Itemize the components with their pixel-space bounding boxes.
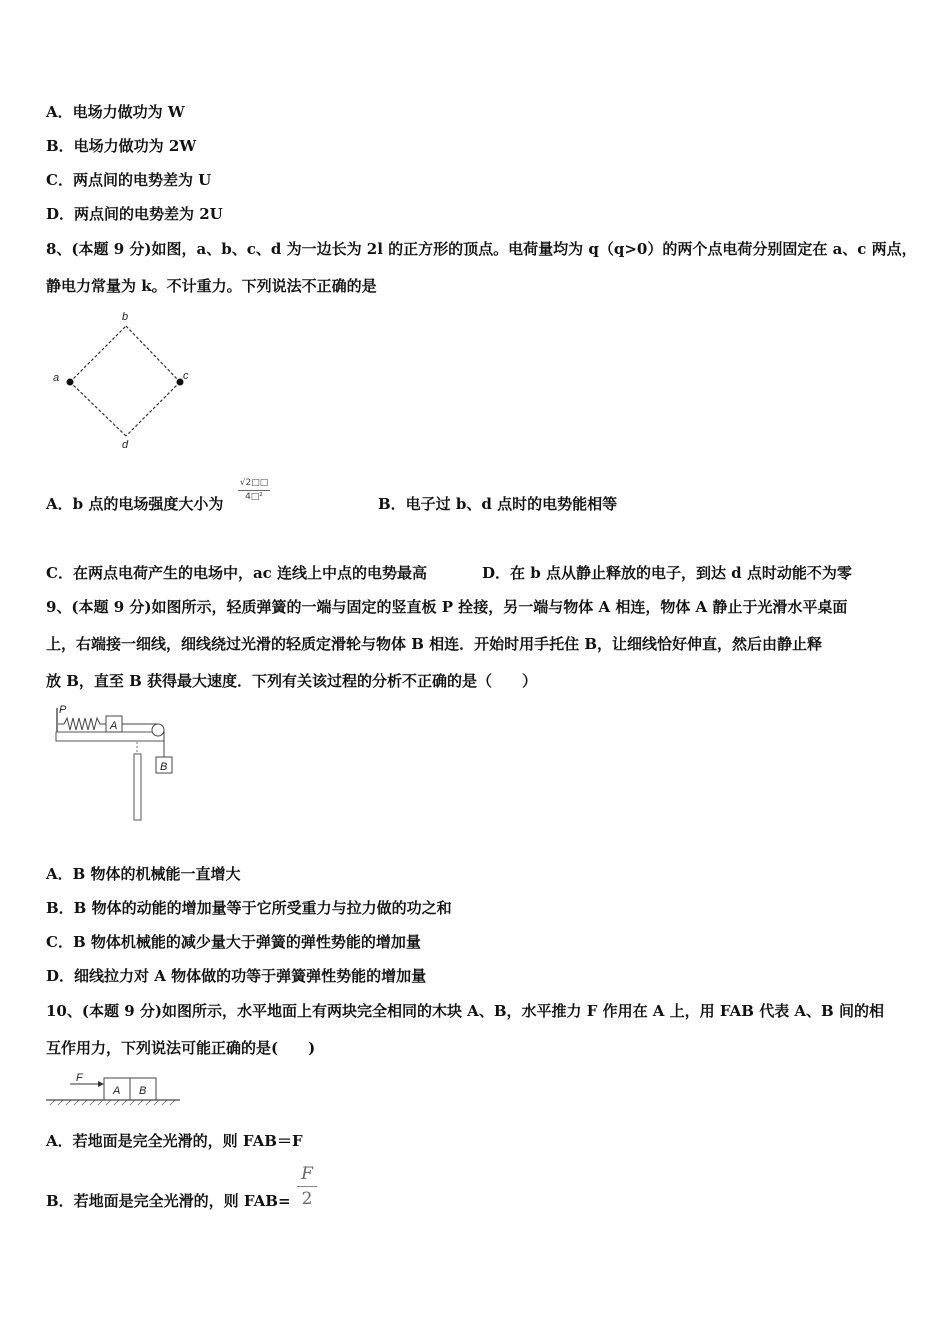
q7-option-b: B．电场力做功为 2W [46, 137, 197, 155]
q10-fraction-numerator: F [301, 1164, 313, 1184]
q8-option-a-formula [236, 478, 272, 503]
q9-label-a: A [110, 720, 118, 732]
q10-option-a: A．若地面是完全光滑的，则 FAB＝F [46, 1132, 303, 1150]
q9-stand [134, 754, 141, 820]
q8-formula-denominator: 4□² [245, 492, 263, 502]
q10-ground-hatch [50, 1100, 175, 1105]
q7-option-a: A．电场力做功为 W [46, 103, 185, 121]
q10-stem-line2: 互作用力，下列说法可能正确的是( ) [46, 1039, 316, 1057]
q9-option-d: D．细线拉力对 A 物体做的功等于弹簧弹性势能的增加量 [46, 967, 427, 985]
q8-label-c: c [183, 370, 189, 382]
q9-option-b: B．B 物体的动能的增加量等于它所受重力与拉力做的功之和 [46, 899, 452, 917]
q8-option-a-text: A．b 点的电场强度大小为 [46, 495, 224, 513]
q9-option-a: A．B 物体的机械能一直增大 [46, 865, 241, 883]
q10-blocks-figure [46, 1072, 182, 1108]
q9-option-c: C．B 物体机械能的减少量大于弹簧的弹性势能的增加量 [46, 933, 421, 951]
q10-option-b-fraction [296, 1164, 318, 1209]
q8-label-d: d [122, 439, 129, 451]
q9-stem-line1: 9、(本题 9 分)如图所示，轻质弹簧的一端与固定的竖直板 P 拴接，另一端与物体 A 相连，物体 A 静止于光滑水平桌面 [46, 598, 848, 616]
q8-square-figure [46, 306, 206, 454]
q10-label-f: F [76, 1072, 83, 1084]
q7-option-d: D．两点间的电势差为 2U [46, 205, 223, 223]
q8-option-a [46, 494, 223, 514]
q7-option-c: C．两点间的电势差为 U [46, 171, 212, 189]
q8-formula-numerator: √2□□ [239, 478, 269, 488]
q10-label-a: A [113, 1085, 121, 1097]
q8-label-a: a [53, 372, 60, 384]
q10-option-b: B．若地面是完全光滑的，则 FAB= [46, 1192, 291, 1210]
q8-stem-line2: 静电力常量为 k。不计重力。下列说法不正确的是 [46, 277, 377, 295]
q8-option-d: D．在 b 点从静止释放的电子，到达 d 点时动能不为零 [482, 564, 852, 582]
q9-stem-line2: 上，右端接一细线，细线绕过光滑的轻质定滑轮与物体 B 相连．开始时用手托住 B，让细线恰好伸直，然后由静止释 [46, 635, 823, 653]
q8-edge-ab [70, 326, 126, 382]
q8-stem-line1: 8、(本题 9 分)如图，a、b、c、d 为一边长为 2l 的正方形的顶点。电荷量均为 q（q>0）的两个点电荷分别固定在 a、c 两点， [46, 240, 917, 258]
q9-spring-pulley-figure [52, 702, 182, 824]
q8-edge-bc [126, 326, 180, 382]
q9-label-p: P [59, 704, 67, 716]
q10-label-b: B [139, 1085, 147, 1097]
q9-pulley [152, 724, 164, 736]
q9-spring [58, 718, 106, 730]
q10-stem-line1: 10、(本题 9 分)如图所示，水平地面上有两块完全相同的木块 A、B，水平推力 F 作用在 A 上，用 FAB 代表 A、B 间的相 [46, 1002, 884, 1020]
q9-table-top [56, 732, 164, 741]
q10-fraction-denominator: 2 [301, 1189, 313, 1209]
q10-force-arrowhead [98, 1081, 104, 1087]
q8-option-b: B．电子过 b、d 点时的电势能相等 [378, 495, 618, 513]
q8-charge-a [67, 379, 74, 386]
q8-option-c: C．在两点电荷产生的电场中，ac 连线上中点的电势最高 [46, 564, 428, 582]
q8-edge-da [70, 382, 126, 436]
q9-label-b: B [160, 761, 168, 773]
q8-edge-cd [126, 382, 180, 436]
q8-label-b: b [122, 311, 129, 323]
q9-stem-line3: 放 B，直至 B 获得最大速度．下列有关该过程的分析不正确的是（ ） [46, 672, 538, 690]
